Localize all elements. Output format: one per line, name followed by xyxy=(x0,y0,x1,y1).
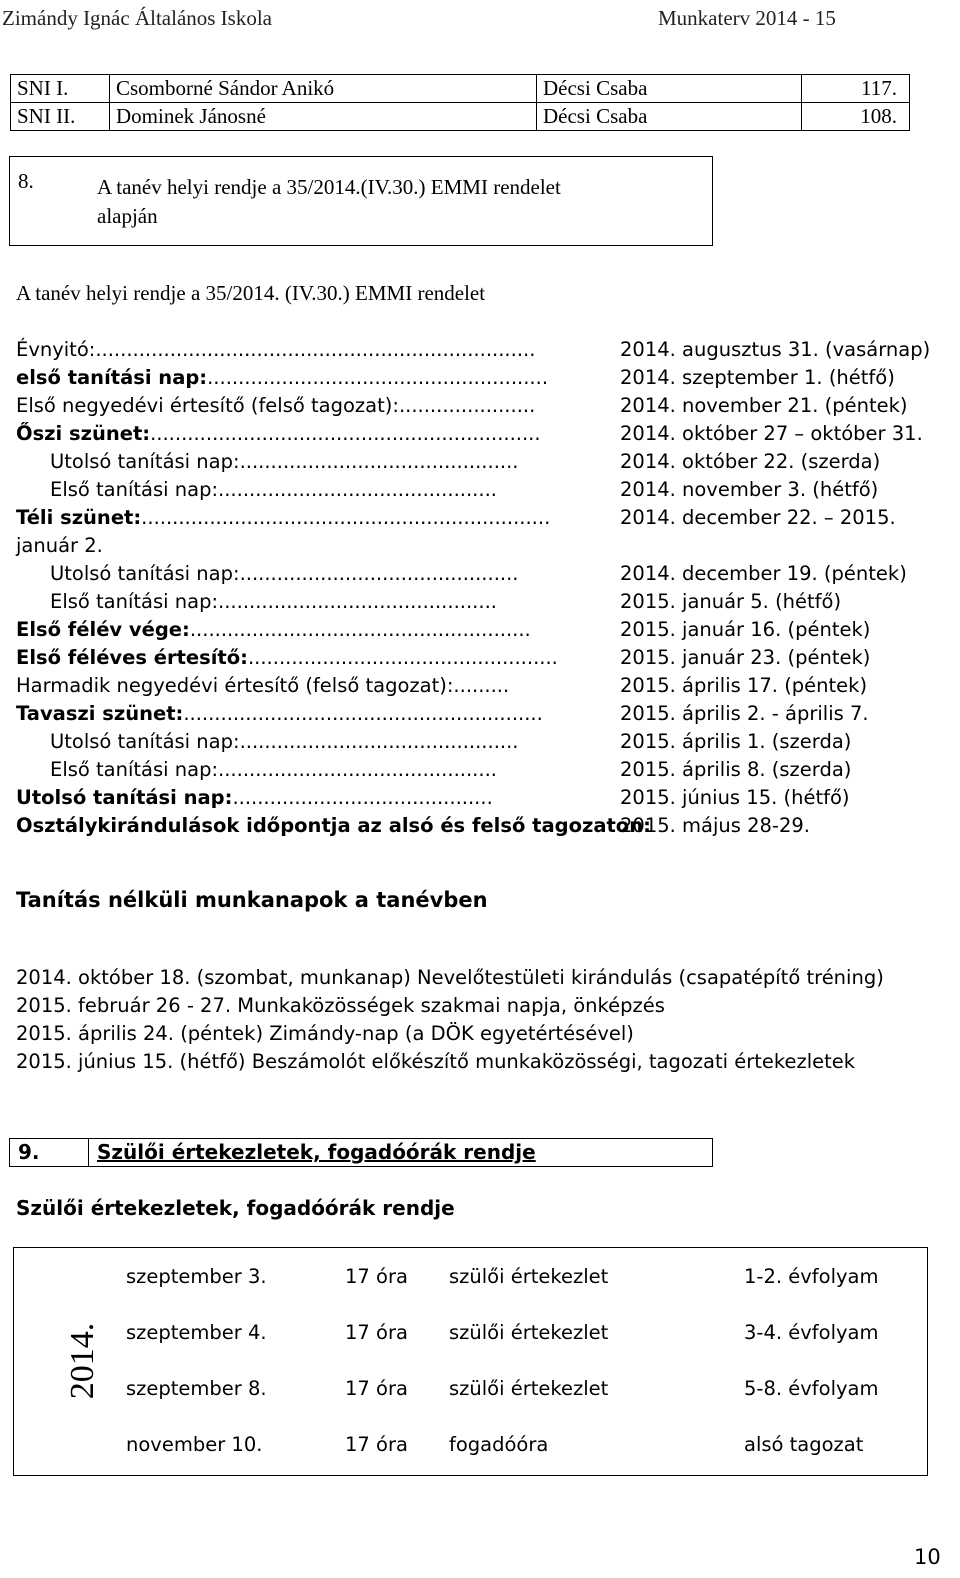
role-cell: SNI II. xyxy=(11,103,110,131)
schedule-row: Első tanítási nap:............................................. 2014. november 3. (hétfő) xyxy=(16,476,936,504)
schedule-row xyxy=(16,812,936,840)
room-cell: 108. xyxy=(802,103,910,131)
meeting-time: 17 óra xyxy=(345,1433,408,1456)
schedule-label: Őszi szünet: xyxy=(16,422,151,445)
schedule-label: Utolsó tanítási nap: xyxy=(50,562,240,585)
section-9-heading-box xyxy=(9,1138,713,1167)
school-year-schedule xyxy=(16,336,936,840)
schedule-value: 2015. április 2. - április 7. xyxy=(620,702,869,725)
section-title-line: alapján xyxy=(97,204,158,228)
schedule-row: Utolsó tanítási nap:............................................. 2014. október 22. (szerda) xyxy=(16,448,936,476)
box-divider xyxy=(88,1139,89,1166)
schedule-label: Tavaszi szünet: xyxy=(16,702,184,725)
schedule-row: Utolsó tanítási nap:............................................. 2015. április 1. (szerda) xyxy=(16,728,936,756)
schedule-value: 2014. november 3. (hétfő) xyxy=(620,478,879,501)
schedule-label: Első tanítási nap: xyxy=(50,590,219,613)
room-cell: 117. xyxy=(802,75,910,103)
section-title xyxy=(97,173,561,231)
list-item: 2014. október 18. (szombat, munkanap) Nevelőtestületi kirándulás (csapatépítő tréning) xyxy=(16,966,884,989)
schedule-value-continuation: január 2. xyxy=(16,534,103,557)
schedule-row: Első tanítási nap:............................................. 2015. január 5. (hétfő) xyxy=(16,588,936,616)
table-row xyxy=(11,75,910,103)
schedule-value: 2014. október 27 – október 31. xyxy=(620,422,923,445)
schedule-row: Téli szünet:.................................................................. 2014. december 22. – 2015. xyxy=(16,504,936,532)
section-number: 9. xyxy=(18,1140,40,1164)
year-label xyxy=(54,1248,114,1475)
schedule-label: Utolsó tanítási nap: xyxy=(50,450,240,473)
meeting-type: szülői értekezlet xyxy=(449,1321,609,1344)
schedule-row: Tavaszi szünet:.......................................................... 2015. április 2. - április 7. xyxy=(16,700,936,728)
meeting-time: 17 óra xyxy=(345,1377,408,1400)
meeting-type: fogadóóra xyxy=(449,1433,549,1456)
meeting-group: 3-4. évfolyam xyxy=(744,1321,879,1344)
meeting-group: alsó tagozat xyxy=(744,1433,864,1456)
schedule-value: 2014. augusztus 31. (vasárnap) xyxy=(620,338,931,361)
meeting-date: szeptember 8. xyxy=(126,1377,267,1400)
meeting-group: 1-2. évfolyam xyxy=(744,1265,879,1288)
schedule-row: első tanítási nap:....................................................... 2014. szeptember 1. (hétfő) xyxy=(16,364,936,392)
section-title-line: A tanév helyi rendje a 35/2014.(IV.30.) EMMI rendelet xyxy=(97,175,561,199)
schedule-row-continuation xyxy=(16,532,936,560)
schedule-label: Első tanítási nap: xyxy=(50,478,219,501)
table-row xyxy=(11,103,910,131)
schedule-row: Első negyedévi értesítő (felső tagozat):...................... 2014. november 21. (péntek) xyxy=(16,392,936,420)
schedule-value: 2014. október 22. (szerda) xyxy=(620,450,881,473)
schedule-value: 2015. január 23. (péntek) xyxy=(620,646,871,669)
name-cell: Dominek Jánosné xyxy=(110,103,537,131)
schedule-label: Első tanítási nap: xyxy=(50,758,219,781)
section-title: Szülői értekezletek, fogadóórák rendje xyxy=(97,1140,536,1164)
list-item: 2015. február 26 - 27. Munkaközösségek szakmai napja, önképzés xyxy=(16,994,665,1017)
meetings-table xyxy=(13,1247,928,1476)
schedule-row: Őszi szünet:............................................................... 2014. október 27 – október 31. xyxy=(16,420,936,448)
schedule-value: 2014. szeptember 1. (hétfő) xyxy=(620,366,895,389)
mentor-cell: Décsi Csaba xyxy=(537,75,802,103)
schedule-row: Első tanítási nap:............................................. 2015. április 8. (szerda) xyxy=(16,756,936,784)
schedule-label: Első félév vége: xyxy=(16,618,190,641)
schedule-row: Harmadik negyedévi értesítő (felső tagozat):......... 2015. április 17. (péntek) xyxy=(16,672,936,700)
workdays-heading: Tanítás nélküli munkanapok a tanévben xyxy=(16,888,488,912)
meeting-date: szeptember 3. xyxy=(126,1265,267,1288)
schedule-value: 2014. december 19. (péntek) xyxy=(620,562,907,585)
schedule-row: Utolsó tanítási nap:.......................................... 2015. június 15. (hétfő) xyxy=(16,784,936,812)
schedule-label: Első negyedévi értesítő (felső tagozat): xyxy=(16,394,399,417)
year-text: 2014. xyxy=(64,1322,101,1400)
meeting-group: 5-8. évfolyam xyxy=(744,1377,879,1400)
schedule-value: 2015. április 17. (péntek) xyxy=(620,674,868,697)
schedule-label: Osztálykirándulások időpontja az alsó és felső tagozaton: xyxy=(16,814,651,837)
section-9-subtitle: Szülői értekezletek, fogadóórák rendje xyxy=(16,1196,455,1220)
schedule-label: Utolsó tanítási nap: xyxy=(50,730,240,753)
document-title: Munkaterv 2014 - 15 xyxy=(658,6,836,30)
schedule-label: Téli szünet: xyxy=(16,506,142,529)
list-item: 2015. június 15. (hétfő) Beszámolót előkészítő munkaközösségi, tagozati értekezletek xyxy=(16,1050,856,1073)
list-item: 2015. április 24. (péntek) Zimándy-nap (a DÖK egyetértésével) xyxy=(16,1022,634,1045)
schedule-value: 2014. december 22. – 2015. xyxy=(620,506,896,529)
school-name: Zimándy Ignác Általános Iskola xyxy=(2,6,273,30)
page-number: 10 xyxy=(914,1545,941,1569)
schedule-row: Első féléves értesítő:.................................................. 2015. január 23. (péntek) xyxy=(16,644,936,672)
schedule-label: Évnyitó: xyxy=(16,338,96,361)
staff-table xyxy=(10,74,910,131)
meeting-date: november 10. xyxy=(126,1433,263,1456)
role-cell: SNI I. xyxy=(11,75,110,103)
meeting-date: szeptember 4. xyxy=(126,1321,267,1344)
schedule-value: 2015. április 1. (szerda) xyxy=(620,730,852,753)
schedule-label: Első féléves értesítő: xyxy=(16,646,248,669)
name-cell: Csomborné Sándor Anikó xyxy=(110,75,537,103)
schedule-row: Évnyitó:....................................................................... 2014. augusztus 31. (vasárnap) xyxy=(16,336,936,364)
schedule-value: 2015. május 28-29. xyxy=(620,814,810,837)
meeting-type: szülői értekezlet xyxy=(449,1377,609,1400)
workdays-list xyxy=(16,964,884,1076)
schedule-value: 2015. június 15. (hétfő) xyxy=(620,786,850,809)
schedule-value: 2015. január 16. (péntek) xyxy=(620,618,871,641)
schedule-value: 2015. január 5. (hétfő) xyxy=(620,590,842,613)
schedule-value: 2014. november 21. (péntek) xyxy=(620,394,908,417)
schedule-label: első tanítási nap: xyxy=(16,366,208,389)
section-number: 8. xyxy=(18,169,34,193)
meeting-time: 17 óra xyxy=(345,1321,408,1344)
schedule-row: Utolsó tanítási nap:............................................. 2014. december 19. (péntek) xyxy=(16,560,936,588)
schedule-row: Első félév vége:....................................................... 2015. január 16. (péntek) xyxy=(16,616,936,644)
section-8-subtitle: A tanév helyi rendje a 35/2014. (IV.30.) EMMI rendelet xyxy=(16,281,486,305)
page-header xyxy=(0,2,960,36)
meeting-type: szülői értekezlet xyxy=(449,1265,609,1288)
section-8-heading-box xyxy=(9,156,713,246)
schedule-label: Utolsó tanítási nap: xyxy=(16,786,233,809)
mentor-cell: Décsi Csaba xyxy=(537,103,802,131)
meeting-time: 17 óra xyxy=(345,1265,408,1288)
schedule-label: Harmadik negyedévi értesítő (felső tagozat): xyxy=(16,674,454,697)
schedule-value: 2015. április 8. (szerda) xyxy=(620,758,852,781)
